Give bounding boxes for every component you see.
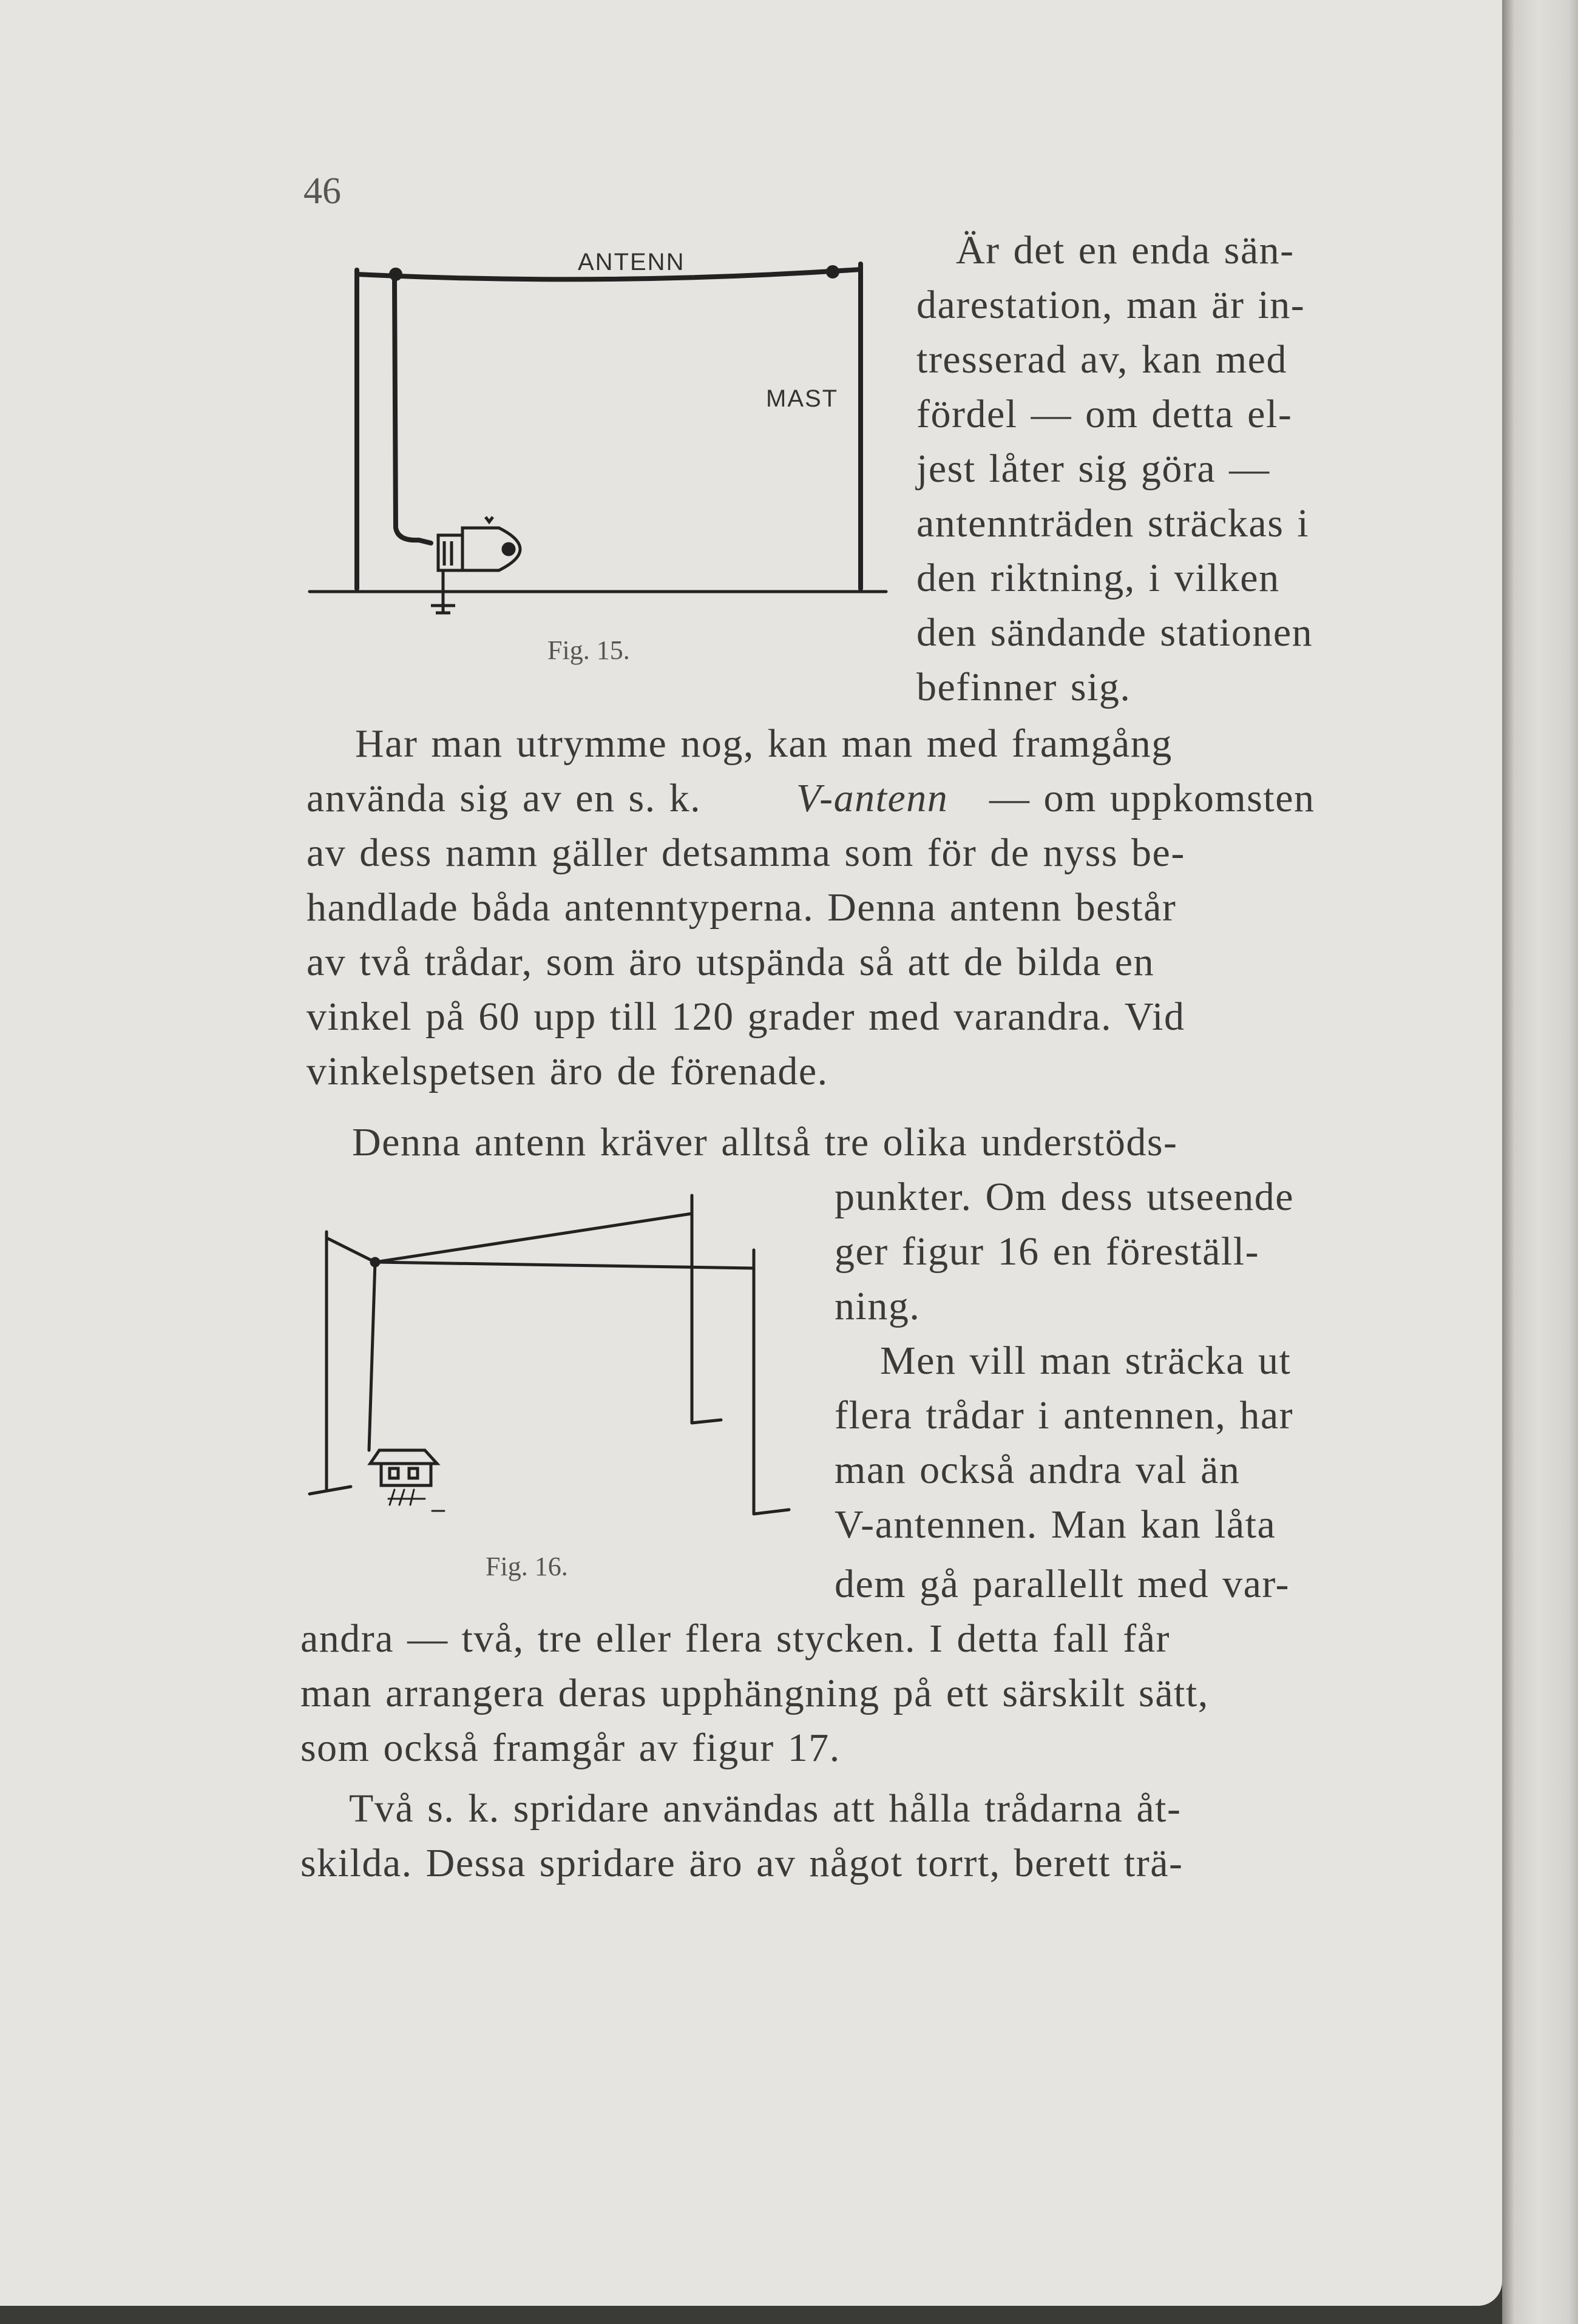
text-line-italic: V-antenn xyxy=(796,776,949,820)
text-line: som också framgår av figur 17. xyxy=(300,1726,841,1770)
page-number: 46 xyxy=(303,171,341,212)
text-line: antennträden sträckas i xyxy=(916,501,1310,546)
text-line: Två s. k. spridare användas att hålla trådarna åt- xyxy=(349,1786,1182,1831)
text-line: den riktning, i vilken xyxy=(916,556,1280,600)
text-line: vinkelspetsen äro de förenade. xyxy=(306,1049,828,1093)
text-line: använda sig av en s. k. xyxy=(306,776,702,820)
figure-15-illustration xyxy=(303,243,898,631)
text-line: handlade båda antenntyperna. Denna antenn består xyxy=(306,885,1177,930)
page-edge xyxy=(1502,0,1578,2324)
figure-16-caption: Fig. 16. xyxy=(486,1552,568,1581)
text-line: ning. xyxy=(835,1284,921,1328)
text-line: — om uppkomsten xyxy=(989,776,1315,820)
text-line: den sändande stationen xyxy=(916,610,1313,655)
text-line: dem gå parallellt med var- xyxy=(835,1562,1290,1606)
text-line: Men vill man sträcka ut xyxy=(880,1339,1292,1383)
text-line: man också andra val än xyxy=(835,1448,1241,1492)
text-line: darestation, man är in- xyxy=(916,283,1305,327)
text-line: man arrangera deras upphängning på ett särskilt sätt, xyxy=(300,1671,1209,1715)
text-line: ger figur 16 en föreställ- xyxy=(835,1229,1260,1274)
text-line: Har man utrymme nog, kan man med framgång xyxy=(355,721,1173,766)
text-line: Är det en enda sän- xyxy=(956,228,1295,272)
text-line: av två trådar, som äro utspända så att de bilda en xyxy=(306,940,1155,984)
text-line: flera trådar i antennen, har xyxy=(835,1393,1294,1437)
text-line: befinner sig. xyxy=(916,665,1131,709)
text-line: skilda. Dessa spridare äro av något torrt, berett trä- xyxy=(300,1841,1184,1885)
text-line: fördel — om detta el- xyxy=(916,392,1293,436)
text-line: vinkel på 60 upp till 120 grader med varandra. Vid xyxy=(306,995,1185,1039)
figure-15-label-mast: MAST xyxy=(766,385,839,412)
text-line: jest låter sig göra — xyxy=(916,447,1270,491)
text-line: Denna antenn kräver alltså tre olika understöds- xyxy=(352,1120,1178,1164)
text-line: av dess namn gäller detsamma som för de nyss be- xyxy=(306,831,1185,875)
figure-15-caption: Fig. 15. xyxy=(547,635,630,665)
text-line: V-antennen. Man kan låta xyxy=(835,1502,1276,1547)
text-line: tresserad av, kan med xyxy=(916,337,1287,382)
figure-15-label-antenna: ANTENN xyxy=(578,249,685,275)
text-line: punkter. Om dess utseende xyxy=(835,1175,1295,1219)
figure-16-illustration xyxy=(303,1183,813,1535)
text-line: andra — två, tre eller flera stycken. I detta fall får xyxy=(300,1616,1170,1661)
